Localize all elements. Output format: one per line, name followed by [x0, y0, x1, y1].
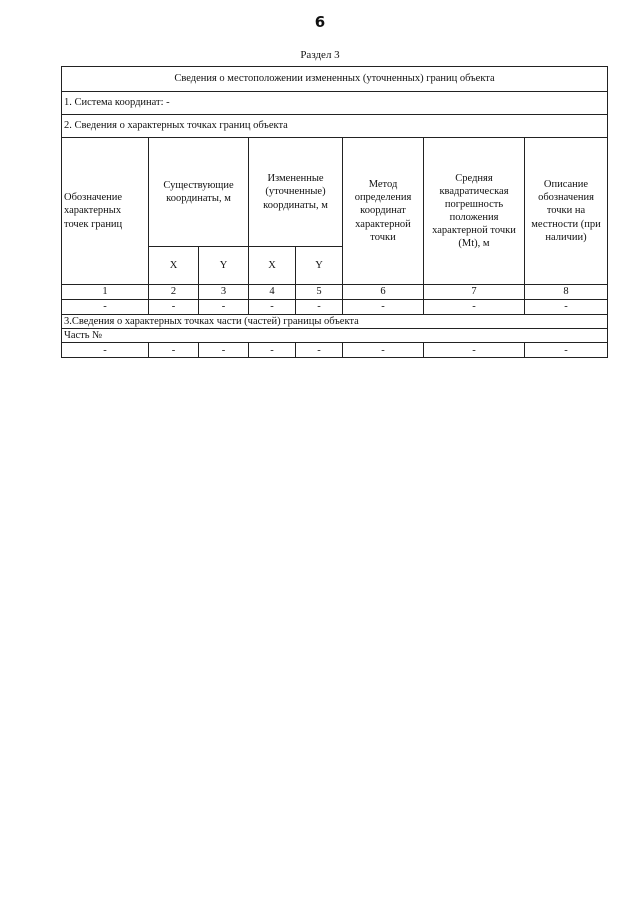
header-accuracy: Средняя квадратическая погрешность положения характерной точки (Mt), м: [424, 138, 525, 285]
part-label: Часть №: [62, 329, 608, 343]
column-number: 7: [424, 285, 525, 300]
table-cell: -: [343, 300, 424, 315]
table-cell: -: [424, 343, 525, 358]
table-cell: -: [296, 343, 343, 358]
column-number: 6: [343, 285, 424, 300]
parts-heading: 3.Сведения о характерных точках части (частей) границы объекта: [62, 315, 608, 329]
header-changed-coords: Измененные (уточненные) координаты, м: [249, 138, 343, 247]
table-cell: -: [343, 343, 424, 358]
column-number-row: [62, 285, 608, 300]
header-designation: Обозначение характерных точек границ: [62, 138, 149, 285]
table-cell: -: [199, 300, 249, 315]
header-y-changed: Y: [296, 247, 343, 285]
header-x-existing: X: [149, 247, 199, 285]
table-cell: -: [199, 343, 249, 358]
table-title: Сведения о местоположении измененных (уточненных) границ объекта: [62, 67, 608, 92]
coord-system-row: 1. Система координат: -: [62, 92, 608, 115]
table-cell: -: [525, 300, 608, 315]
table-cell: -: [62, 343, 149, 358]
table-row: [62, 300, 608, 315]
boundary-table: [61, 66, 608, 358]
column-number: 8: [525, 285, 608, 300]
column-number: 3: [199, 285, 249, 300]
header-x-changed: X: [249, 247, 296, 285]
header-method: Метод определения координат характерной точки: [343, 138, 424, 285]
table-cell: -: [149, 343, 199, 358]
table-cell: -: [249, 300, 296, 315]
table-cell: -: [525, 343, 608, 358]
column-number: 2: [149, 285, 199, 300]
column-number: 1: [62, 285, 149, 300]
table-cell: -: [249, 343, 296, 358]
section-label: Раздел 3: [300, 49, 340, 61]
points-heading: 2. Сведения о характерных точках границ объекта: [62, 115, 608, 138]
table-cell: -: [149, 300, 199, 315]
page-number: 6: [314, 13, 326, 31]
column-number: 4: [249, 285, 296, 300]
table-cell: -: [296, 300, 343, 315]
header-description: Описание обозначения точки на местности (при наличии): [525, 138, 608, 285]
column-number: 5: [296, 285, 343, 300]
table-cell: -: [424, 300, 525, 315]
header-y-existing: Y: [199, 247, 249, 285]
table-cell: -: [62, 300, 149, 315]
table-row: [62, 343, 608, 358]
header-existing-coords: Существующие координаты, м: [149, 138, 249, 247]
